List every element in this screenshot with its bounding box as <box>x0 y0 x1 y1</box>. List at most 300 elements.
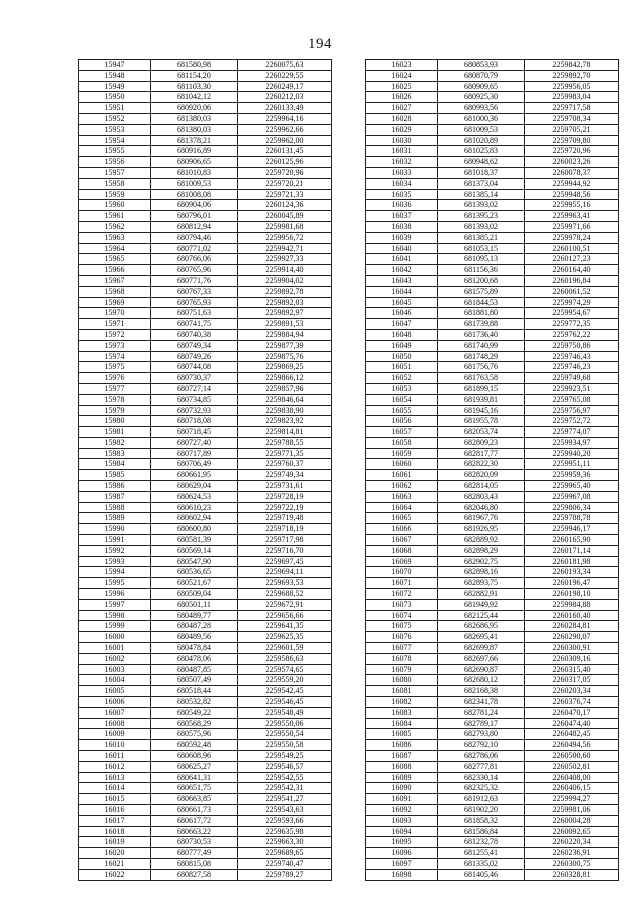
x-coordinate-cell: 680717,89 <box>151 448 238 459</box>
table-row <box>79 697 332 708</box>
x-coordinate-cell: 681103,30 <box>151 81 238 92</box>
point-number-cell: 16008 <box>79 718 151 729</box>
y-coordinate-cell: 2259971,66 <box>525 221 619 232</box>
x-coordinate-cell: 680904,06 <box>151 200 238 211</box>
point-number-cell: 16097 <box>366 858 438 869</box>
point-number-cell: 16089 <box>366 772 438 783</box>
y-coordinate-cell: 2260300,75 <box>525 858 619 869</box>
point-number-cell: 16088 <box>366 761 438 772</box>
coordinates-table-right-body <box>366 60 619 881</box>
y-coordinate-cell: 2259672,91 <box>238 599 332 610</box>
point-number-cell: 16040 <box>366 243 438 254</box>
point-number-cell: 16098 <box>366 869 438 880</box>
x-coordinate-cell: 680478,84 <box>151 643 238 654</box>
table-row <box>366 513 619 524</box>
table-row <box>79 772 332 783</box>
point-number-cell: 16093 <box>366 815 438 826</box>
y-coordinate-cell: 2259892,78 <box>238 286 332 297</box>
x-coordinate-cell: 680487,28 <box>151 621 238 632</box>
point-number-cell: 16043 <box>366 275 438 286</box>
point-number-cell: 16072 <box>366 589 438 600</box>
x-coordinate-cell: 680641,31 <box>151 772 238 783</box>
y-coordinate-cell: 2259978,24 <box>525 232 619 243</box>
point-number-cell: 16090 <box>366 783 438 794</box>
table-row <box>366 329 619 340</box>
table-row <box>366 621 619 632</box>
point-number-cell: 15963 <box>79 232 151 243</box>
x-coordinate-cell: 681156,36 <box>438 265 525 276</box>
table-row <box>366 265 619 276</box>
coordinates-table-left <box>78 59 332 881</box>
table-row <box>366 103 619 114</box>
point-number-cell: 15971 <box>79 319 151 330</box>
y-coordinate-cell: 2259962,66 <box>238 124 332 135</box>
x-coordinate-cell: 682820,09 <box>438 470 525 481</box>
table-row <box>79 837 332 848</box>
point-number-cell: 16079 <box>366 664 438 675</box>
table-row <box>366 686 619 697</box>
point-number-cell: 16051 <box>366 362 438 373</box>
y-coordinate-cell: 2259974,29 <box>525 297 619 308</box>
x-coordinate-cell: 681025,83 <box>438 146 525 157</box>
y-coordinate-cell: 2259869,25 <box>238 362 332 373</box>
point-number-cell: 15976 <box>79 373 151 384</box>
x-coordinate-cell: 681200,68 <box>438 275 525 286</box>
table-row <box>366 221 619 232</box>
x-coordinate-cell: 680727,40 <box>151 437 238 448</box>
table-row <box>366 718 619 729</box>
y-coordinate-cell: 2259709,80 <box>525 135 619 146</box>
table-row <box>79 535 332 546</box>
y-coordinate-cell: 2260165,90 <box>525 535 619 546</box>
y-coordinate-cell: 2259956,05 <box>525 81 619 92</box>
point-number-cell: 16010 <box>79 740 151 751</box>
x-coordinate-cell: 682789,17 <box>438 718 525 729</box>
y-coordinate-cell: 2259884,94 <box>238 329 332 340</box>
x-coordinate-cell: 682786,06 <box>438 751 525 762</box>
point-number-cell: 16001 <box>79 643 151 654</box>
x-coordinate-cell: 680777,49 <box>151 848 238 859</box>
y-coordinate-cell: 2259846,64 <box>238 394 332 405</box>
y-coordinate-cell: 2259721,33 <box>238 189 332 200</box>
point-number-cell: 16025 <box>366 81 438 92</box>
x-coordinate-cell: 682889,92 <box>438 535 525 546</box>
y-coordinate-cell: 2260317,05 <box>525 675 619 686</box>
y-coordinate-cell: 2260160,40 <box>525 610 619 621</box>
x-coordinate-cell: 681378,21 <box>151 135 238 146</box>
point-number-cell: 16077 <box>366 643 438 654</box>
table-row <box>79 707 332 718</box>
y-coordinate-cell: 2260131,45 <box>238 146 332 157</box>
point-number-cell: 16018 <box>79 826 151 837</box>
point-number-cell: 16080 <box>366 675 438 686</box>
x-coordinate-cell: 681000,36 <box>438 113 525 124</box>
point-number-cell: 16063 <box>366 491 438 502</box>
table-row <box>366 783 619 794</box>
table-row <box>79 308 332 319</box>
point-number-cell: 16014 <box>79 783 151 794</box>
y-coordinate-cell: 2259728,19 <box>238 491 332 502</box>
x-coordinate-cell: 682803,43 <box>438 491 525 502</box>
table-row <box>79 103 332 114</box>
table-row <box>79 81 332 92</box>
y-coordinate-cell: 2259984,88 <box>525 599 619 610</box>
x-coordinate-cell: 682902,75 <box>438 556 525 567</box>
y-coordinate-cell: 2259549,25 <box>238 751 332 762</box>
x-coordinate-cell: 681858,32 <box>438 815 525 826</box>
table-row <box>366 481 619 492</box>
point-number-cell: 15986 <box>79 481 151 492</box>
point-number-cell: 15948 <box>79 70 151 81</box>
x-coordinate-cell: 680521,67 <box>151 578 238 589</box>
x-coordinate-cell: 680501,11 <box>151 599 238 610</box>
y-coordinate-cell: 2259965,40 <box>525 481 619 492</box>
table-row <box>366 632 619 643</box>
point-number-cell: 15950 <box>79 92 151 103</box>
point-number-cell: 16049 <box>366 340 438 351</box>
y-coordinate-cell: 2260075,63 <box>238 60 332 71</box>
point-number-cell: 16000 <box>79 632 151 643</box>
x-coordinate-cell: 681255,41 <box>438 848 525 859</box>
table-row <box>366 826 619 837</box>
table-row <box>79 556 332 567</box>
x-coordinate-cell: 681736,40 <box>438 329 525 340</box>
table-row <box>366 707 619 718</box>
x-coordinate-cell: 680610,23 <box>151 502 238 513</box>
point-number-cell: 15980 <box>79 416 151 427</box>
point-number-cell: 16058 <box>366 437 438 448</box>
point-number-cell: 16002 <box>79 653 151 664</box>
y-coordinate-cell: 2259719,48 <box>238 513 332 524</box>
point-number-cell: 16048 <box>366 329 438 340</box>
table-row <box>79 513 332 524</box>
y-coordinate-cell: 2259708,34 <box>525 113 619 124</box>
y-coordinate-cell: 2260220,34 <box>525 837 619 848</box>
point-number-cell: 16005 <box>79 686 151 697</box>
table-row <box>366 675 619 686</box>
y-coordinate-cell: 2260004,28 <box>525 815 619 826</box>
point-number-cell: 15972 <box>79 329 151 340</box>
x-coordinate-cell: 680734,85 <box>151 394 238 405</box>
y-coordinate-cell: 2259593,66 <box>238 815 332 826</box>
point-number-cell: 15989 <box>79 513 151 524</box>
y-coordinate-cell: 2259542,55 <box>238 772 332 783</box>
x-coordinate-cell: 682325,32 <box>438 783 525 794</box>
x-coordinate-cell: 681010,83 <box>151 167 238 178</box>
point-number-cell: 15952 <box>79 113 151 124</box>
table-row <box>79 146 332 157</box>
y-coordinate-cell: 2259914,40 <box>238 265 332 276</box>
x-coordinate-cell: 680661,73 <box>151 804 238 815</box>
y-coordinate-cell: 2259717,58 <box>525 103 619 114</box>
point-number-cell: 16092 <box>366 804 438 815</box>
y-coordinate-cell: 2259705,21 <box>525 124 619 135</box>
point-number-cell: 15974 <box>79 351 151 362</box>
table-row <box>79 70 332 81</box>
table-row <box>366 610 619 621</box>
x-coordinate-cell: 681042,12 <box>151 92 238 103</box>
x-coordinate-cell: 681154,20 <box>151 70 238 81</box>
point-number-cell: 16020 <box>79 848 151 859</box>
point-number-cell: 16037 <box>366 211 438 222</box>
x-coordinate-cell: 681380,03 <box>151 124 238 135</box>
x-coordinate-cell: 680796,01 <box>151 211 238 222</box>
point-number-cell: 16069 <box>366 556 438 567</box>
x-coordinate-cell: 681393,02 <box>438 200 525 211</box>
table-row <box>79 578 332 589</box>
table-row <box>79 437 332 448</box>
x-coordinate-cell: 682125,44 <box>438 610 525 621</box>
y-coordinate-cell: 2259772,35 <box>525 319 619 330</box>
point-number-cell: 15991 <box>79 535 151 546</box>
x-coordinate-cell: 681373,04 <box>438 178 525 189</box>
y-coordinate-cell: 2259542,45 <box>238 686 332 697</box>
x-coordinate-cell: 680509,04 <box>151 589 238 600</box>
y-coordinate-cell: 2259746,43 <box>525 351 619 362</box>
table-row <box>366 157 619 168</box>
point-number-cell: 16081 <box>366 686 438 697</box>
table-row <box>366 448 619 459</box>
x-coordinate-cell: 682809,23 <box>438 437 525 448</box>
y-coordinate-cell: 2259746,23 <box>525 362 619 373</box>
y-coordinate-cell: 2259717,98 <box>238 535 332 546</box>
y-coordinate-cell: 2260198,10 <box>525 589 619 600</box>
table-row <box>79 524 332 535</box>
point-number-cell: 16030 <box>366 135 438 146</box>
table-row <box>366 178 619 189</box>
x-coordinate-cell: 680489,77 <box>151 610 238 621</box>
y-coordinate-cell: 2260249,17 <box>238 81 332 92</box>
x-coordinate-cell: 682792,10 <box>438 740 525 751</box>
y-coordinate-cell: 2260229,55 <box>238 70 332 81</box>
table-row <box>79 113 332 124</box>
table-row <box>366 804 619 815</box>
x-coordinate-cell: 680547,90 <box>151 556 238 567</box>
point-number-cell: 15983 <box>79 448 151 459</box>
point-number-cell: 16053 <box>366 383 438 394</box>
x-coordinate-cell: 680608,96 <box>151 751 238 762</box>
point-number-cell: 16044 <box>366 286 438 297</box>
table-row <box>79 383 332 394</box>
y-coordinate-cell: 2259752,72 <box>525 416 619 427</box>
point-number-cell: 16078 <box>366 653 438 664</box>
point-number-cell: 16019 <box>79 837 151 848</box>
y-coordinate-cell: 2260193,34 <box>525 567 619 578</box>
y-coordinate-cell: 2259720,21 <box>238 178 332 189</box>
table-row <box>79 319 332 330</box>
point-number-cell: 16006 <box>79 697 151 708</box>
point-number-cell: 16015 <box>79 794 151 805</box>
table-row <box>366 211 619 222</box>
x-coordinate-cell: 680920,06 <box>151 103 238 114</box>
y-coordinate-cell: 2259967,08 <box>525 491 619 502</box>
x-coordinate-cell: 680749,26 <box>151 351 238 362</box>
y-coordinate-cell: 2259716,70 <box>238 545 332 556</box>
x-coordinate-cell: 681939,81 <box>438 394 525 405</box>
x-coordinate-cell: 680532,82 <box>151 697 238 708</box>
y-coordinate-cell: 2259892,70 <box>525 70 619 81</box>
x-coordinate-cell: 681393,02 <box>438 221 525 232</box>
table-row <box>79 804 332 815</box>
point-number-cell: 16046 <box>366 308 438 319</box>
x-coordinate-cell: 680751,63 <box>151 308 238 319</box>
table-row <box>79 729 332 740</box>
point-number-cell: 15982 <box>79 437 151 448</box>
table-row <box>366 751 619 762</box>
point-number-cell: 16085 <box>366 729 438 740</box>
y-coordinate-cell: 2260092,65 <box>525 826 619 837</box>
y-coordinate-cell: 2259838,90 <box>238 405 332 416</box>
x-coordinate-cell: 682822,30 <box>438 459 525 470</box>
y-coordinate-cell: 2260171,14 <box>525 545 619 556</box>
table-row <box>79 211 332 222</box>
table-row <box>366 394 619 405</box>
x-coordinate-cell: 681018,37 <box>438 167 525 178</box>
point-number-cell: 15966 <box>79 265 151 276</box>
table-row <box>79 275 332 286</box>
point-number-cell: 15961 <box>79 211 151 222</box>
x-coordinate-cell: 680749,34 <box>151 340 238 351</box>
table-row <box>79 340 332 351</box>
x-coordinate-cell: 681009,53 <box>438 124 525 135</box>
x-coordinate-cell: 682330,14 <box>438 772 525 783</box>
x-coordinate-cell: 681740,99 <box>438 340 525 351</box>
point-number-cell: 16060 <box>366 459 438 470</box>
table-row <box>366 113 619 124</box>
page-number: 194 <box>308 36 332 52</box>
x-coordinate-cell: 682699,87 <box>438 643 525 654</box>
x-coordinate-cell: 682686,95 <box>438 621 525 632</box>
table-row <box>79 459 332 470</box>
table-row <box>366 794 619 805</box>
point-number-cell: 16062 <box>366 481 438 492</box>
y-coordinate-cell: 2259948,56 <box>525 189 619 200</box>
y-coordinate-cell: 2260125,96 <box>238 157 332 168</box>
x-coordinate-cell: 680948,62 <box>438 157 525 168</box>
point-number-cell: 15951 <box>79 103 151 114</box>
x-coordinate-cell: 680478,06 <box>151 653 238 664</box>
point-number-cell: 16064 <box>366 502 438 513</box>
point-number-cell: 16032 <box>366 157 438 168</box>
x-coordinate-cell: 680651,75 <box>151 783 238 794</box>
point-number-cell: 15955 <box>79 146 151 157</box>
point-number-cell: 16041 <box>366 254 438 265</box>
table-row <box>79 599 332 610</box>
y-coordinate-cell: 2260309,16 <box>525 653 619 664</box>
y-coordinate-cell: 2259688,52 <box>238 589 332 600</box>
point-number-cell: 16055 <box>366 405 438 416</box>
point-number-cell: 16033 <box>366 167 438 178</box>
y-coordinate-cell: 2259749,34 <box>238 470 332 481</box>
y-coordinate-cell: 2260196,47 <box>525 578 619 589</box>
x-coordinate-cell: 680925,30 <box>438 92 525 103</box>
table-row <box>79 751 332 762</box>
x-coordinate-cell: 682898,29 <box>438 545 525 556</box>
y-coordinate-cell: 2260315,40 <box>525 664 619 675</box>
table-row <box>366 697 619 708</box>
y-coordinate-cell: 2259981,68 <box>238 221 332 232</box>
y-coordinate-cell: 2260376,74 <box>525 697 619 708</box>
point-number-cell: 15981 <box>79 427 151 438</box>
table-row <box>79 610 332 621</box>
x-coordinate-cell: 680727,14 <box>151 383 238 394</box>
x-coordinate-cell: 680812,94 <box>151 221 238 232</box>
x-coordinate-cell: 680765,93 <box>151 297 238 308</box>
point-number-cell: 16003 <box>79 664 151 675</box>
y-coordinate-cell: 2259964,16 <box>238 113 332 124</box>
y-coordinate-cell: 2259892,97 <box>238 308 332 319</box>
x-coordinate-cell: 680581,39 <box>151 535 238 546</box>
point-number-cell: 15987 <box>79 491 151 502</box>
y-coordinate-cell: 2259940,20 <box>525 448 619 459</box>
x-coordinate-cell: 681095,13 <box>438 254 525 265</box>
table-row <box>79 135 332 146</box>
x-coordinate-cell: 682680,12 <box>438 675 525 686</box>
x-coordinate-cell: 680771,76 <box>151 275 238 286</box>
y-coordinate-cell: 2260181,98 <box>525 556 619 567</box>
table-row <box>366 383 619 394</box>
table-row <box>366 815 619 826</box>
x-coordinate-cell: 681748,29 <box>438 351 525 362</box>
point-number-cell: 15959 <box>79 189 151 200</box>
point-number-cell: 16024 <box>366 70 438 81</box>
table-row <box>79 589 332 600</box>
table-row <box>366 286 619 297</box>
table-row <box>366 275 619 286</box>
point-number-cell: 16026 <box>366 92 438 103</box>
y-coordinate-cell: 2259718,19 <box>238 524 332 535</box>
point-number-cell: 15996 <box>79 589 151 600</box>
table-row <box>79 265 332 276</box>
table-row <box>366 405 619 416</box>
y-coordinate-cell: 2259697,45 <box>238 556 332 567</box>
point-number-cell: 16059 <box>366 448 438 459</box>
x-coordinate-cell: 680617,72 <box>151 815 238 826</box>
table-row <box>366 81 619 92</box>
y-coordinate-cell: 2259875,76 <box>238 351 332 362</box>
table-row <box>366 124 619 135</box>
y-coordinate-cell: 2259788,78 <box>525 513 619 524</box>
y-coordinate-cell: 2259543,63 <box>238 804 332 815</box>
table-row <box>366 535 619 546</box>
y-coordinate-cell: 2260124,36 <box>238 200 332 211</box>
x-coordinate-cell: 682898,16 <box>438 567 525 578</box>
table-row <box>366 60 619 71</box>
x-coordinate-cell: 680730,53 <box>151 837 238 848</box>
point-number-cell: 16038 <box>366 221 438 232</box>
y-coordinate-cell: 2259951,11 <box>525 459 619 470</box>
point-number-cell: 16076 <box>366 632 438 643</box>
point-number-cell: 16027 <box>366 103 438 114</box>
table-row <box>79 858 332 869</box>
x-coordinate-cell: 680718,45 <box>151 427 238 438</box>
table-row <box>79 254 332 265</box>
y-coordinate-cell: 2259962,00 <box>238 135 332 146</box>
x-coordinate-cell: 680794,46 <box>151 232 238 243</box>
x-coordinate-cell: 680993,56 <box>438 103 525 114</box>
table-row <box>366 70 619 81</box>
table-row <box>366 740 619 751</box>
x-coordinate-cell: 682781,24 <box>438 707 525 718</box>
table-row <box>366 135 619 146</box>
y-coordinate-cell: 2259656,66 <box>238 610 332 621</box>
point-number-cell: 16011 <box>79 751 151 762</box>
y-coordinate-cell: 2259550,06 <box>238 718 332 729</box>
y-coordinate-cell: 2259663,30 <box>238 837 332 848</box>
x-coordinate-cell: 681967,76 <box>438 513 525 524</box>
point-number-cell: 16067 <box>366 535 438 546</box>
table-row <box>79 351 332 362</box>
